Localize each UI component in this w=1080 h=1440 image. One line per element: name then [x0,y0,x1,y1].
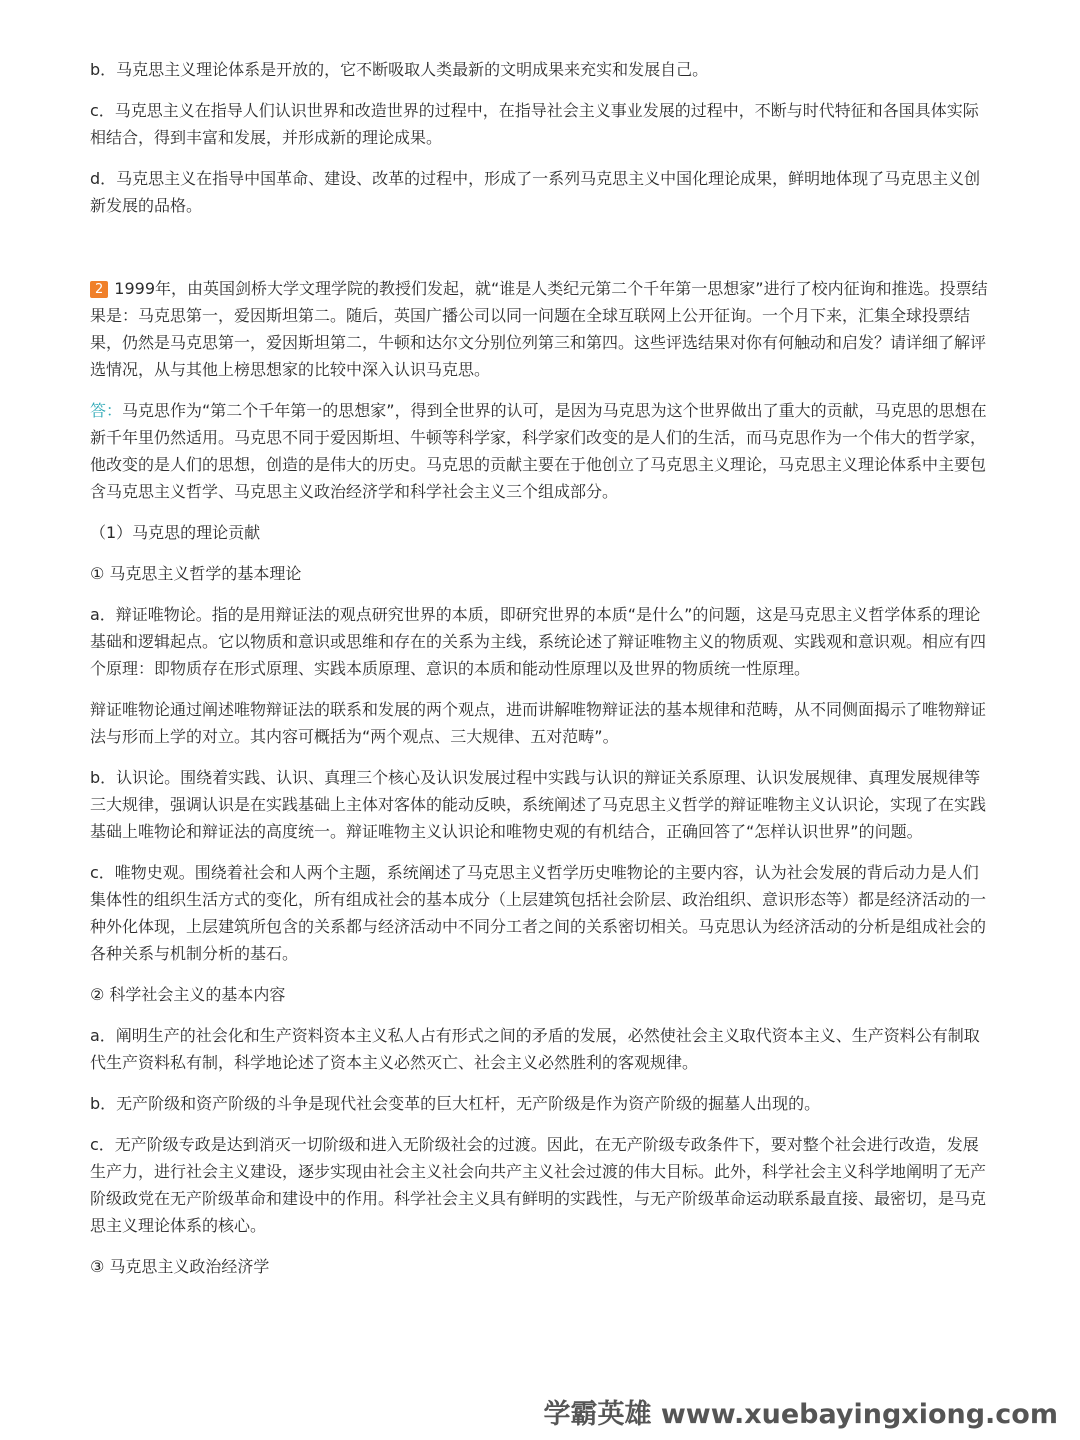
paragraph: 辩证唯物论通过阐述唯物辩证法的联系和发展的两个观点，进而讲解唯物辩证法的基本规律和范畴，从不同侧面揭示了唯物辩证法与形而上学的对立。其内容可概括为“两个观点、三大规律、五对范畴”。 [90,700,987,746]
paragraph: c．唯物史观。围绕着社会和人两个主题，系统阐述了马克思主义哲学历史唯物论的主要内容，认为社会发展的背后动力是人们集体性的组织生活方式的变化，所有组成社会的基本成分（上层建筑包括社会阶层、政治组织、意识形态等）都是经济活动的一种外化体现，上层建筑所包含的关系都与经济活动中不同分工者之间的关系密切相关。马克思认为经济活动的分析是组成社会的各种关系与机制分析的基石。 [90,863,987,963]
document-body [90,56,992,1294]
subsection-heading: ③ 马克思主义政治经济学 [90,1257,270,1276]
question-number-badge: 2 [90,281,108,298]
paragraph: b．马克思主义理论体系是开放的，它不断吸取人类最新的文明成果来充实和发展自己。 [90,60,709,79]
subsection-heading: ① 马克思主义哲学的基本理论 [90,564,302,583]
paragraph: d．马克思主义在指导中国革命、建设、改革的过程中，形成了一系列马克思主义中国化理论成果，鲜明地体现了马克思主义创新发展的品格。 [90,169,981,215]
paragraph: c．无产阶级专政是达到消灭一切阶级和进入无阶级社会的过渡。因此，在无产阶级专政条件下，要对整个社会进行改造，发展生产力，进行社会主义建设，逐步实现由社会主义社会向共产主义社会过渡的伟大目标。此外，科学社会主义科学地阐明了无产阶级政党在无产阶级革命和建设中的作用。科学社会主义具有鲜明的实践性，与无产阶级革命运动联系最直接、最密切，是马克思主义理论体系的核心。 [90,1135,987,1235]
answer-text: 马克思作为“第二个千年第一的思想家”，得到全世界的认可，是因为马克思为这个世界做出了重大的贡献，马克思的思想在新千年里仍然适用。马克思不同于爱因斯坦、牛顿等科学家，科学家们改变的是人们的生活，而马克思作为一个伟大的哲学家，他改变的是人们的思想，创造的是伟大的历史。马克思的贡献主要在于他创立了马克思主义理论，马克思主义理论体系中主要包含马克思主义哲学、马克思主义政治经济学和科学社会主义三个组成部分。 [90,401,987,501]
paragraph: a．辩证唯物论。指的是用辩证法的观点研究世界的本质，即研究世界的本质“是什么”的问题，这是马克思主义哲学体系的理论基础和逻辑起点。它以物质和意识或思维和存在的关系为主线，系统论述了辩证唯物主义的物质观、实践观和意识观。相应有四个原理：即物质存在形式原理、实践本质原理、意识的本质和能动性原理以及世界的物质统一性原理。 [90,605,987,678]
answer-paragraph [90,397,992,505]
subsection-heading: ② 科学社会主义的基本内容 [90,985,286,1004]
section-heading: （1）马克思的理论贡献 [90,523,261,542]
paragraph: a．阐明生产的社会化和生产资料资本主义私人占有形式之间的矛盾的发展，必然使社会主义取代资本主义、生产资料公有制取代生产资料私有制，科学地论述了资本主义必然灭亡、社会主义必然胜利的客观规律。 [90,1026,980,1072]
footer-watermark: 学霸英雄 www.xuebayingxiong.com [543,1399,1058,1430]
question-text: 1999年，由英国剑桥大学文理学院的教授们发起，就“谁是人类纪元第二个千年第一思想家”进行了校内征询和推选。投票结果是：马克思第一，爱因斯坦第二。随后，英国广播公司以同一问题在全球互联网上公开征询。一个月下来，汇集全球投票结果，仍然是马克思第一，爱因斯坦第二，牛顿和达尔文分别位列第三和第四。这些评选结果对你有何触动和启发？请详细了解评选情况，从与其他上榜思想家的比较中深入认识马克思。 [90,279,988,379]
question-paragraph [90,275,992,383]
paragraph: b．无产阶级和资产阶级的斗争是现代社会变革的巨大杠杆，无产阶级是作为资产阶级的掘墓人出现的。 [90,1094,821,1113]
answer-label: 答： [90,401,123,420]
paragraph: b．认识论。围绕着实践、认识、真理三个核心及认识发展过程中实践与认识的辩证关系原理、认识发展规律、真理发展规律等三大规律，强调认识是在实践基础上主体对客体的能动反映，系统阐述了马克思主义哲学的辩证唯物主义认识论，实现了在实践基础上唯物论和辩证法的高度统一。辩证唯物主义认识论和唯物史观的有机结合，正确回答了“怎样认识世界”的问题。 [90,768,987,841]
section-gap [90,233,992,275]
paragraph: c．马克思主义在指导人们认识世界和改造世界的过程中，在指导社会主义事业发展的过程中，不断与时代特征和各国具体实际相结合，得到丰富和发展，并形成新的理论成果。 [90,101,979,147]
